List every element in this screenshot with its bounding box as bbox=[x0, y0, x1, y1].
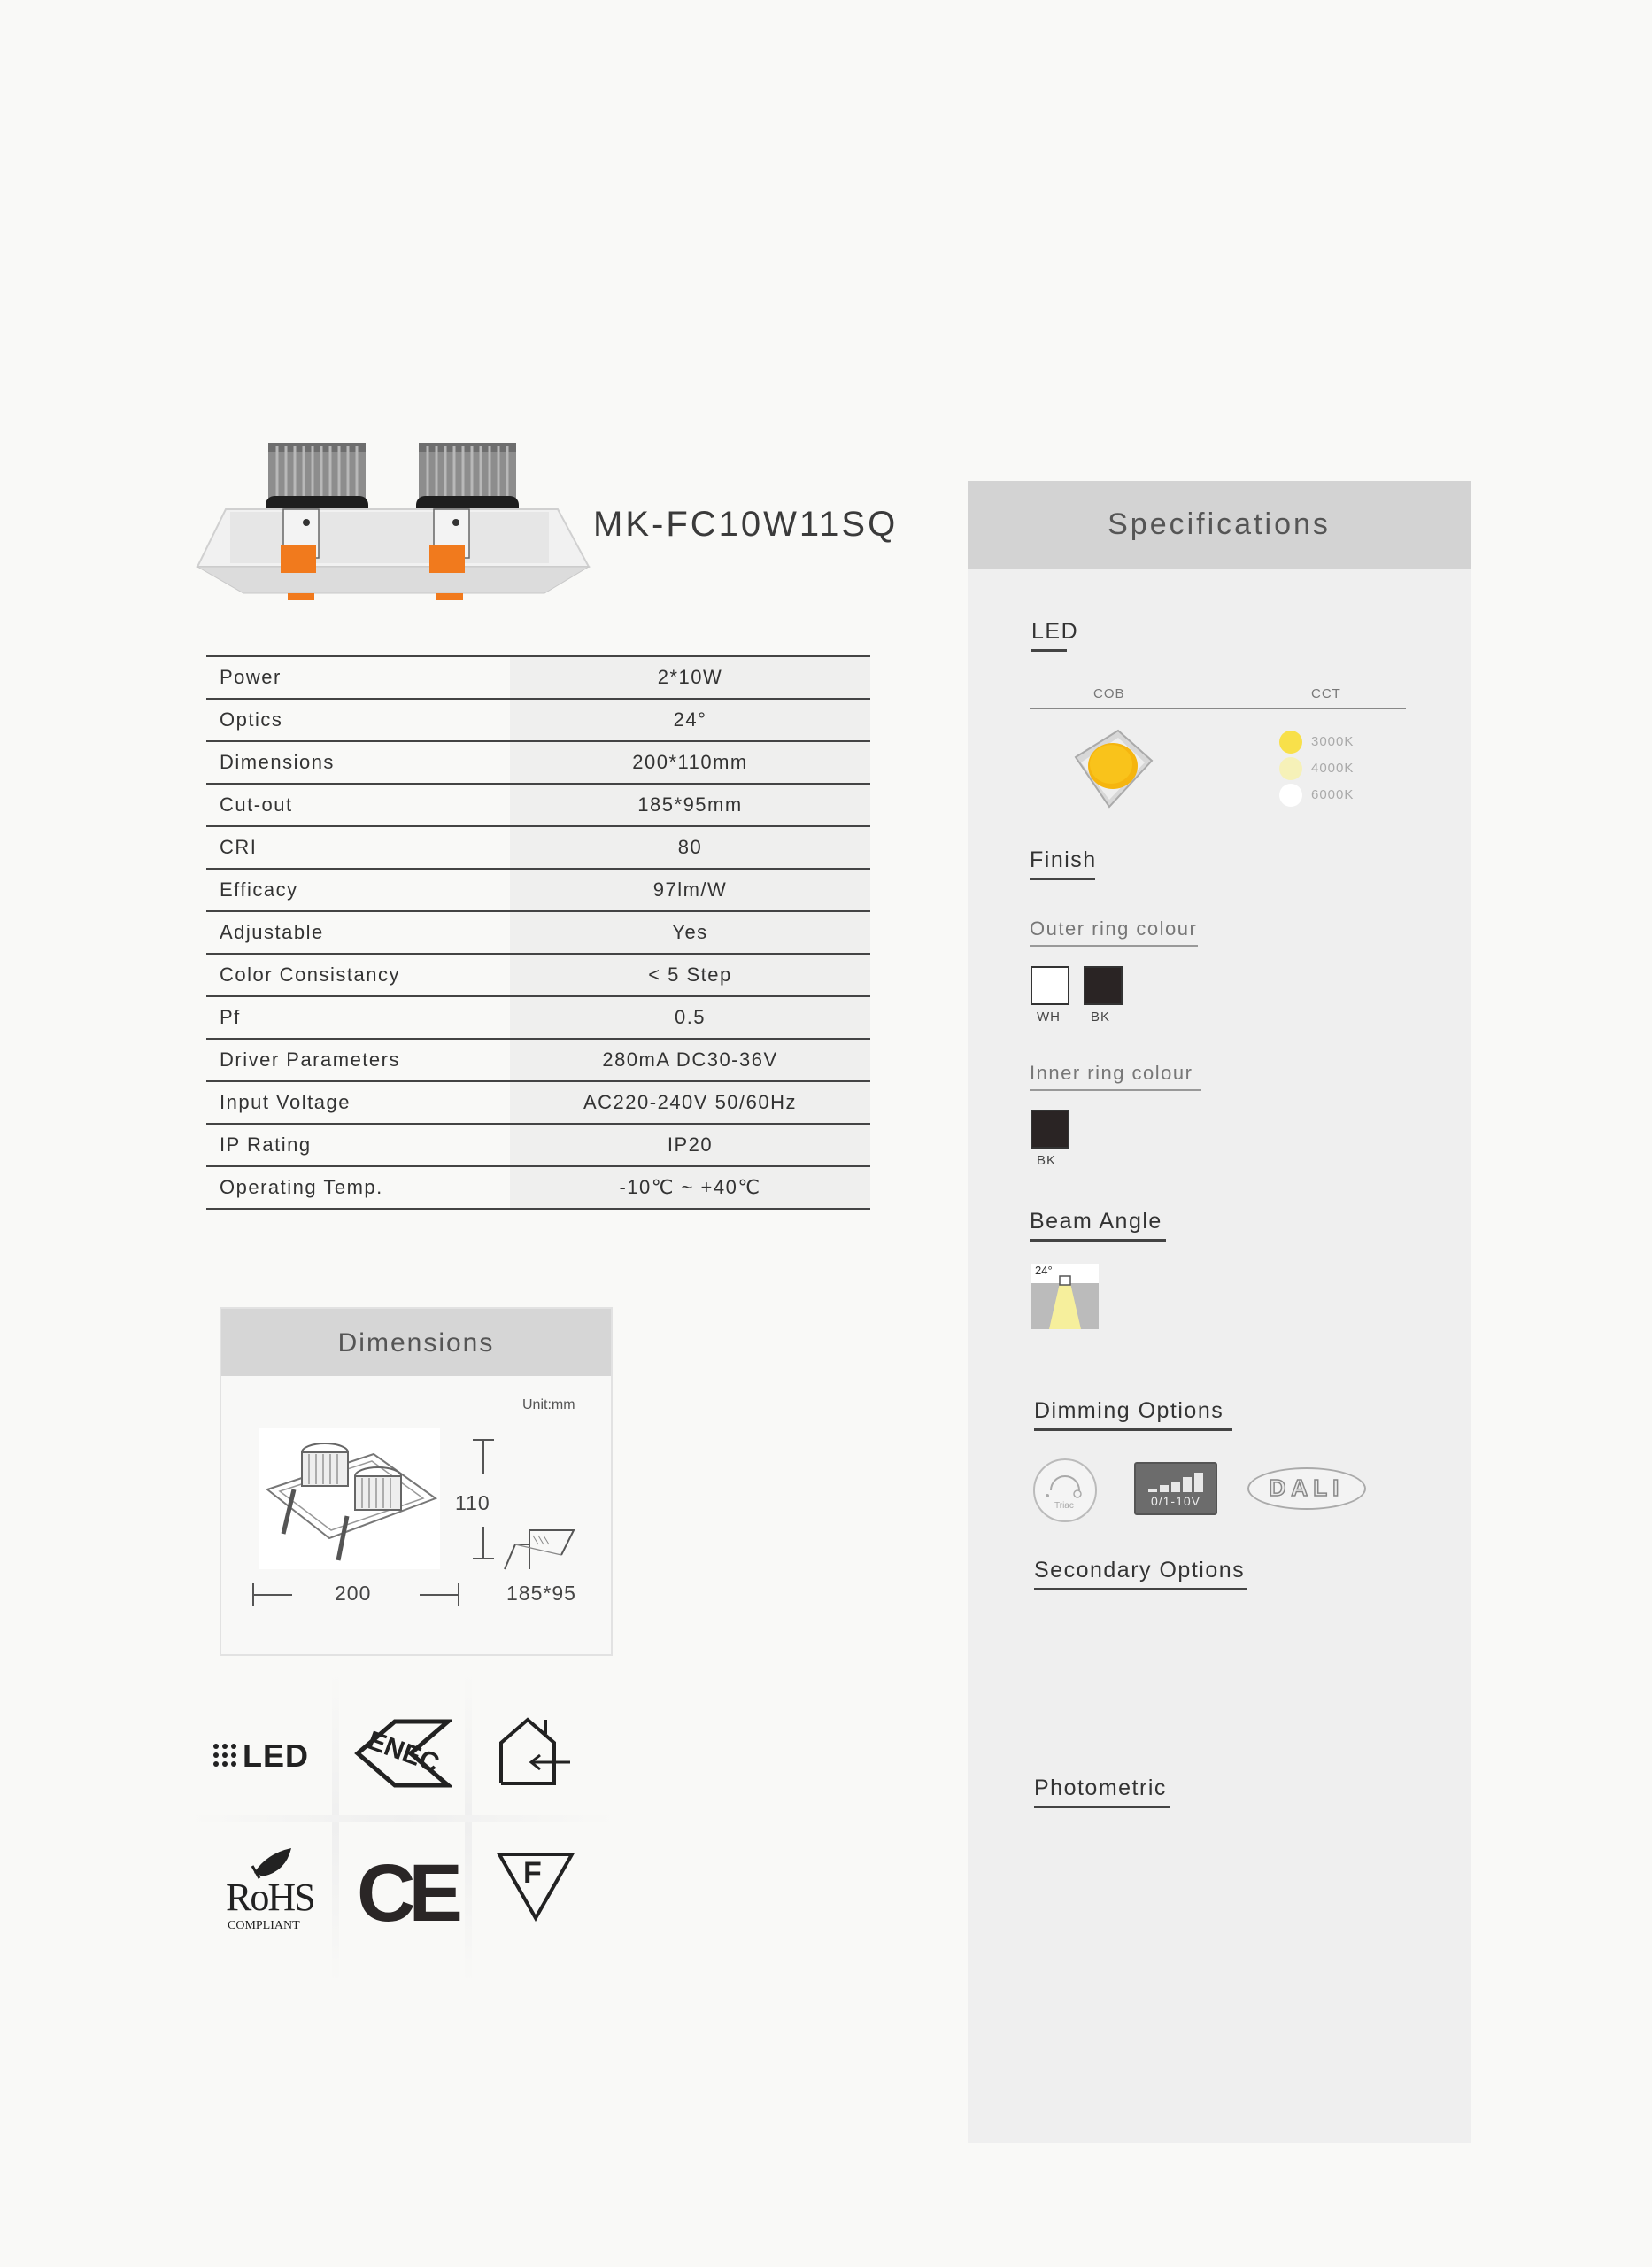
dimensions-panel bbox=[220, 1307, 613, 1656]
photometric-underline bbox=[1034, 1806, 1170, 1808]
dimension-drawing bbox=[259, 1428, 440, 1569]
inner-ring-bk-swatch bbox=[1031, 1110, 1069, 1149]
table-row bbox=[206, 1039, 870, 1081]
svg-text:ENEC: ENEC bbox=[363, 1725, 444, 1779]
table-row bbox=[206, 1166, 870, 1209]
row-label: Power bbox=[206, 656, 510, 699]
outer-ring-bk-swatch bbox=[1084, 966, 1123, 1005]
row-value: Yes bbox=[510, 911, 870, 954]
row-value: < 5 Step bbox=[510, 954, 870, 996]
row-value: 24° bbox=[510, 699, 870, 741]
cct-6000k-dot bbox=[1279, 784, 1302, 807]
row-label: Dimensions bbox=[206, 741, 510, 784]
row-label: Cut-out bbox=[206, 784, 510, 826]
cob-label: COB bbox=[1093, 686, 1125, 701]
outer-ring-underline bbox=[1030, 945, 1198, 947]
table-row bbox=[206, 1081, 870, 1124]
cutout-value: 185*95 bbox=[506, 1582, 576, 1605]
zero-ten-v-dimming-icon bbox=[1134, 1462, 1217, 1515]
secondary-options-underline bbox=[1034, 1588, 1247, 1590]
width-value: 200 bbox=[335, 1582, 372, 1605]
triac-label: Triac bbox=[1054, 1501, 1074, 1511]
table-row bbox=[206, 869, 870, 911]
photometric-heading: Photometric bbox=[1034, 1776, 1167, 1800]
row-value: 280mA DC30-36V bbox=[510, 1039, 870, 1081]
model-number: MK-FC10W11SQ bbox=[593, 505, 899, 544]
row-label: Input Voltage bbox=[206, 1081, 510, 1124]
height-value: 110 bbox=[455, 1491, 490, 1514]
rohs-logo bbox=[226, 1846, 314, 1944]
spec-table bbox=[206, 655, 870, 1210]
led-heading-underline bbox=[1031, 649, 1067, 652]
inner-ring-bk-label: BK bbox=[1037, 1153, 1057, 1168]
row-value: IP20 bbox=[510, 1124, 870, 1166]
inner-ring-label: Inner ring colour bbox=[1030, 1062, 1193, 1084]
table-row bbox=[206, 741, 870, 784]
outer-ring-bk-label: BK bbox=[1091, 1010, 1111, 1025]
table-row bbox=[206, 1124, 870, 1166]
cct-3000k-dot bbox=[1279, 731, 1302, 754]
dimming-options-underline bbox=[1034, 1428, 1232, 1431]
cct-6000k-label: 6000K bbox=[1311, 787, 1355, 802]
grid-divider bbox=[465, 1674, 472, 1984]
f-mark-text: F bbox=[523, 1856, 542, 1890]
row-label: Adjustable bbox=[206, 911, 510, 954]
row-value: 2*10W bbox=[510, 656, 870, 699]
row-value: -10℃ ~ +40℃ bbox=[510, 1166, 870, 1209]
secondary-options-heading: Secondary Options bbox=[1034, 1558, 1246, 1582]
row-value: 97lm/W bbox=[510, 869, 870, 911]
row-value: AC220-240V 50/60Hz bbox=[510, 1081, 870, 1124]
cct-4000k-dot bbox=[1279, 757, 1302, 780]
grid-divider bbox=[332, 1674, 339, 1984]
certification-grid bbox=[190, 1674, 615, 1984]
zero-ten-v-label: 0/1-10V bbox=[1150, 1494, 1201, 1508]
row-value: 185*95mm bbox=[510, 784, 870, 826]
row-value: 80 bbox=[510, 826, 870, 869]
dali-label: DALI bbox=[1269, 1474, 1345, 1501]
led-table-line bbox=[1030, 708, 1406, 709]
enec-icon bbox=[354, 1718, 452, 1789]
outer-ring-wh-label: WH bbox=[1037, 1010, 1061, 1025]
row-label: Color Consistancy bbox=[206, 954, 510, 996]
rohs-text: RoHS bbox=[226, 1876, 314, 1919]
cutout-icon bbox=[503, 1527, 575, 1573]
table-row bbox=[206, 954, 870, 996]
table-row bbox=[206, 826, 870, 869]
led-dots-icon bbox=[212, 1743, 237, 1768]
beam-angle-icon bbox=[1031, 1264, 1099, 1329]
grid-divider bbox=[190, 1815, 615, 1822]
zero-ten-v-bars-icon bbox=[1148, 1471, 1205, 1492]
beam-angle-value: 24° bbox=[1035, 1264, 1053, 1277]
outer-ring-wh-swatch bbox=[1031, 966, 1069, 1005]
row-label: CRI bbox=[206, 826, 510, 869]
specifications-title: Specifications bbox=[1108, 507, 1331, 541]
row-label: IP Rating bbox=[206, 1124, 510, 1166]
f-mark-logo bbox=[496, 1851, 575, 1922]
row-label: Pf bbox=[206, 996, 510, 1039]
row-label: Driver Parameters bbox=[206, 1039, 510, 1081]
rohs-compliant-text: COMPLIANT bbox=[228, 1919, 300, 1932]
dimensions-title: Dimensions bbox=[337, 1328, 495, 1358]
table-row bbox=[206, 656, 870, 699]
inner-ring-underline bbox=[1030, 1089, 1201, 1091]
outer-ring-label: Outer ring colour bbox=[1030, 917, 1198, 940]
row-label: Efficacy bbox=[206, 869, 510, 911]
cct-4000k-label: 4000K bbox=[1311, 761, 1355, 776]
product-image bbox=[190, 425, 598, 611]
table-row bbox=[206, 699, 870, 741]
dimming-options-heading: Dimming Options bbox=[1034, 1398, 1224, 1423]
dali-dimming-icon bbox=[1247, 1467, 1366, 1510]
led-logo bbox=[212, 1737, 328, 1773]
cct-3000k-label: 3000K bbox=[1311, 734, 1355, 749]
table-row bbox=[206, 784, 870, 826]
finish-heading: Finish bbox=[1030, 847, 1097, 872]
table-row bbox=[206, 996, 870, 1039]
triac-dial-icon bbox=[1035, 1460, 1095, 1520]
beam-angle-heading: Beam Angle bbox=[1030, 1209, 1162, 1234]
dimensions-unit: Unit:mm bbox=[522, 1397, 575, 1412]
beam-angle-underline bbox=[1030, 1239, 1166, 1242]
row-label: Operating Temp. bbox=[206, 1166, 510, 1209]
ce-mark: CE bbox=[357, 1848, 456, 1938]
finish-heading-underline bbox=[1030, 878, 1095, 880]
cob-chip-icon bbox=[1067, 727, 1159, 812]
led-heading: LED bbox=[1031, 619, 1079, 644]
specifications-panel bbox=[968, 481, 1471, 2143]
row-label: Optics bbox=[206, 699, 510, 741]
indoor-use-icon bbox=[496, 1716, 575, 1787]
led-logo-text: LED bbox=[243, 1737, 309, 1774]
row-value: 200*110mm bbox=[510, 741, 870, 784]
table-row bbox=[206, 911, 870, 954]
cct-label: CCT bbox=[1311, 686, 1341, 701]
row-value: 0.5 bbox=[510, 996, 870, 1039]
triac-dimming-icon bbox=[1033, 1458, 1097, 1522]
